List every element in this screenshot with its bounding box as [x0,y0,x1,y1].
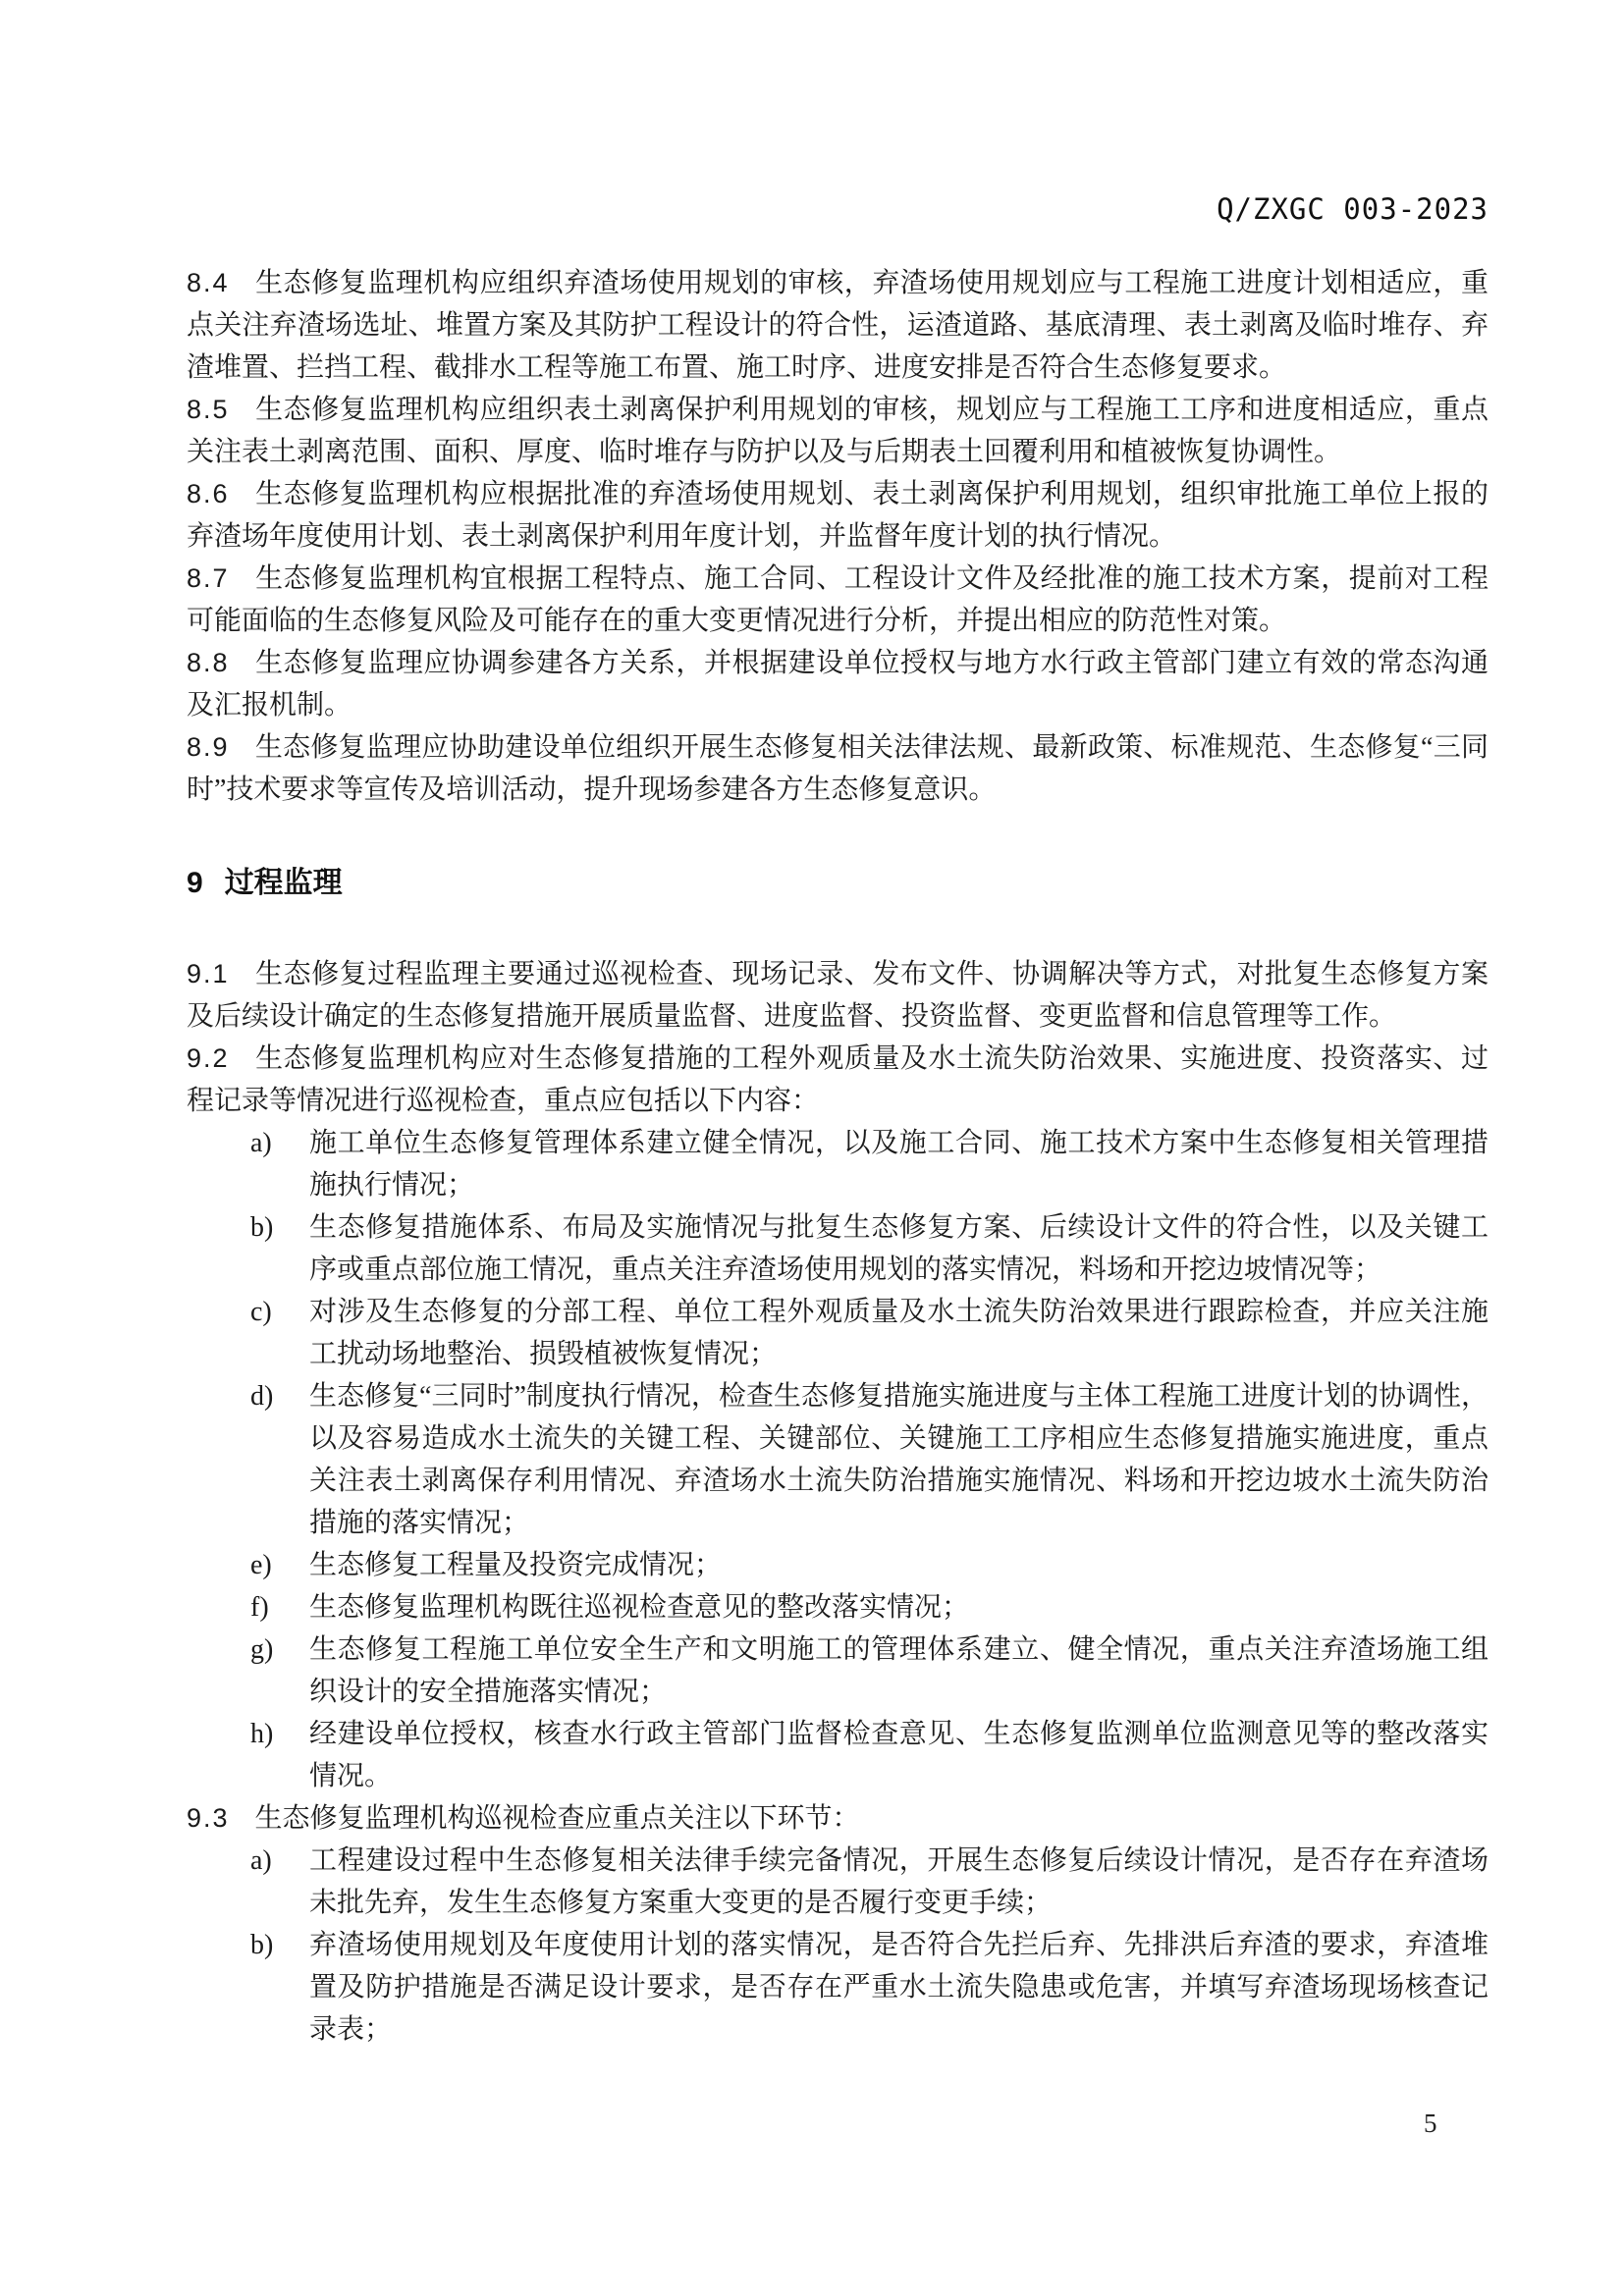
list-item-b [187,1206,1489,1291]
page-number: 5 [1424,2109,1437,2138]
clause-8.9 [187,726,1489,811]
list-item-text: 经建设单位授权，核查水行政主管部门监督检查意见、生态修复监测单位监测意见等的整改落实情况。 [309,1719,1489,1791]
clause-text: 生态修复监理应协助建设单位组织开展生态修复相关法律法规、最新政策、标准规范、生态修复“三同时”技术要求等宣传及培训活动，提升现场参建各方生态修复意识。 [187,732,1489,805]
list-item-letter: h) [250,1719,274,1749]
clause-8.6 [187,473,1489,558]
document-body [187,262,1489,2051]
clause-9.3 [187,1797,1489,1840]
list-item-h [187,1713,1489,1797]
list-item-text: 弃渣场使用规划及年度使用计划的落实情况，是否符合先拦后弃、先排洪后弃渣的要求，弃渣堆置及防护措施是否满足设计要求，是否存在严重水土流失隐患或危害，并填写弃渣场现场核查记录表； [309,1930,1489,2045]
list-item-d [187,1375,1489,1544]
list-item-text: 对涉及生态修复的分部工程、单位工程外观质量及水土流失防治效果进行跟踪检查，并应关注施工扰动场地整治、损毁植被恢复情况； [309,1297,1489,1369]
clause-8.5 [187,389,1489,473]
list-item-letter: d) [250,1381,274,1412]
list-item-e [187,1544,1489,1586]
list-item-letter: b) [250,1930,274,1960]
clause-number: 9.1 [187,959,230,988]
list-item-text: 工程建设过程中生态修复相关法律手续完备情况，开展生态修复后续设计情况，是否存在弃渣场未批先弃，发生生态修复方案重大变更的是否履行变更手续； [309,1845,1489,1918]
list-item-c [187,1291,1489,1375]
list-item-f [187,1586,1489,1629]
clause-8.8 [187,642,1489,726]
clause-number: 8.6 [187,479,230,508]
clause-text: 生态修复监理机构应组织表土剥离保护利用规划的审核，规划应与工程施工工序和进度相适应，重点关注表土剥离范围、面积、厚度、临时堆存与防护以及与后期表土回覆利用和植被恢复协调性。 [187,395,1489,467]
clause-9.2 [187,1038,1489,1122]
list-item-letter: f) [250,1592,269,1623]
clause-text: 生态修复监理机构应根据批准的弃渣场使用规划、表土剥离保护利用规划，组织审批施工单位上报的弃渣场年度使用计划、表土剥离保护利用年度计划，并监督年度计划的执行情况。 [187,479,1489,552]
clause-number: 8.8 [187,648,230,677]
list-item-g [187,1629,1489,1713]
list-item-text: 生态修复工程量及投资完成情况； [309,1550,723,1580]
clause-text: 生态修复监理应协调参建各方关系，并根据建设单位授权与地方水行政主管部门建立有效的常态沟通及汇报机制。 [187,648,1489,721]
clause-9.1 [187,953,1489,1038]
clause-text: 生态修复监理机构应对生态修复措施的工程外观质量及水土流失防治效果、实施进度、投资落实、过程记录等情况进行巡视检查，重点应包括以下内容： [187,1043,1489,1116]
list-item-text: 生态修复监理机构既往巡视检查意见的整改落实情况； [309,1592,970,1623]
clause-text: 生态修复监理机构巡视检查应重点关注以下环节： [254,1803,860,1834]
section-heading-9 [187,862,1489,904]
list-item-letter: e) [250,1550,272,1580]
section-heading-number: 9 [187,867,203,899]
clause-number: 9.2 [187,1043,230,1073]
clause-number: 8.5 [187,395,230,424]
list-item-text: 施工单位生态修复管理体系建立健全情况，以及施工合同、施工技术方案中生态修复相关管理措施执行情况； [309,1128,1489,1201]
clause-number: 8.9 [187,732,230,762]
list-item-letter: a) [250,1845,272,1876]
section-heading-title: 过程监理 [224,867,343,899]
list-item-b [187,1924,1489,2051]
list-item-letter: a) [250,1128,272,1158]
list-item-letter: g) [250,1634,274,1665]
standard-number: Q/ZXGC 003-2023 [1217,192,1489,226]
document-header [187,192,1489,226]
list-item-text: 生态修复工程施工单位安全生产和文明施工的管理体系建立、健全情况，重点关注弃渣场施工组织设计的安全措施落实情况； [309,1634,1489,1707]
clause-text: 生态修复监理机构应组织弃渣场使用规划的审核，弃渣场使用规划应与工程施工进度计划相适应，重点关注弃渣场选址、堆置方案及其防护工程设计的符合性，运渣道路、基底清理、表土剥离及临时堆存、弃渣堆置、拦挡工程、截排水工程等施工布置、施工时序、进度安排是否符合生态修复要求。 [187,268,1489,383]
list-item-a [187,1122,1489,1206]
clause-8.7 [187,558,1489,642]
list-item-a [187,1840,1489,1924]
clause-text: 生态修复监理机构宜根据工程特点、施工合同、工程设计文件及经批准的施工技术方案，提前对工程可能面临的生态修复风险及可能存在的重大变更情况进行分析，并提出相应的防范性对策。 [187,563,1489,636]
list-item-letter: b) [250,1212,274,1243]
clause-8.4 [187,262,1489,389]
list-item-text: 生态修复措施体系、布局及实施情况与批复生态修复方案、后续设计文件的符合性，以及关键工序或重点部位施工情况，重点关注弃渣场使用规划的落实情况，料场和开挖边坡情况等； [309,1212,1489,1285]
clause-text: 生态修复过程监理主要通过巡视检查、现场记录、发布文件、协调解决等方式，对批复生态修复方案及后续设计确定的生态修复措施开展质量监督、进度监督、投资监督、变更监督和信息管理等工作。 [187,959,1489,1032]
clause-number: 9.3 [187,1803,230,1833]
clause-number: 8.7 [187,563,230,593]
list-item-letter: c) [250,1297,272,1327]
clause-number: 8.4 [187,268,230,297]
list-item-text: 生态修复“三同时”制度执行情况，检查生态修复措施实施进度与主体工程施工进度计划的协调性，以及容易造成水土流失的关键工程、关键部位、关键施工工序相应生态修复措施实施进度，重点关注表土剥离保存利用情况、弃渣场水土流失防治措施实施情况、料场和开挖边坡水土流失防治措施的落实情况； [309,1381,1489,1538]
